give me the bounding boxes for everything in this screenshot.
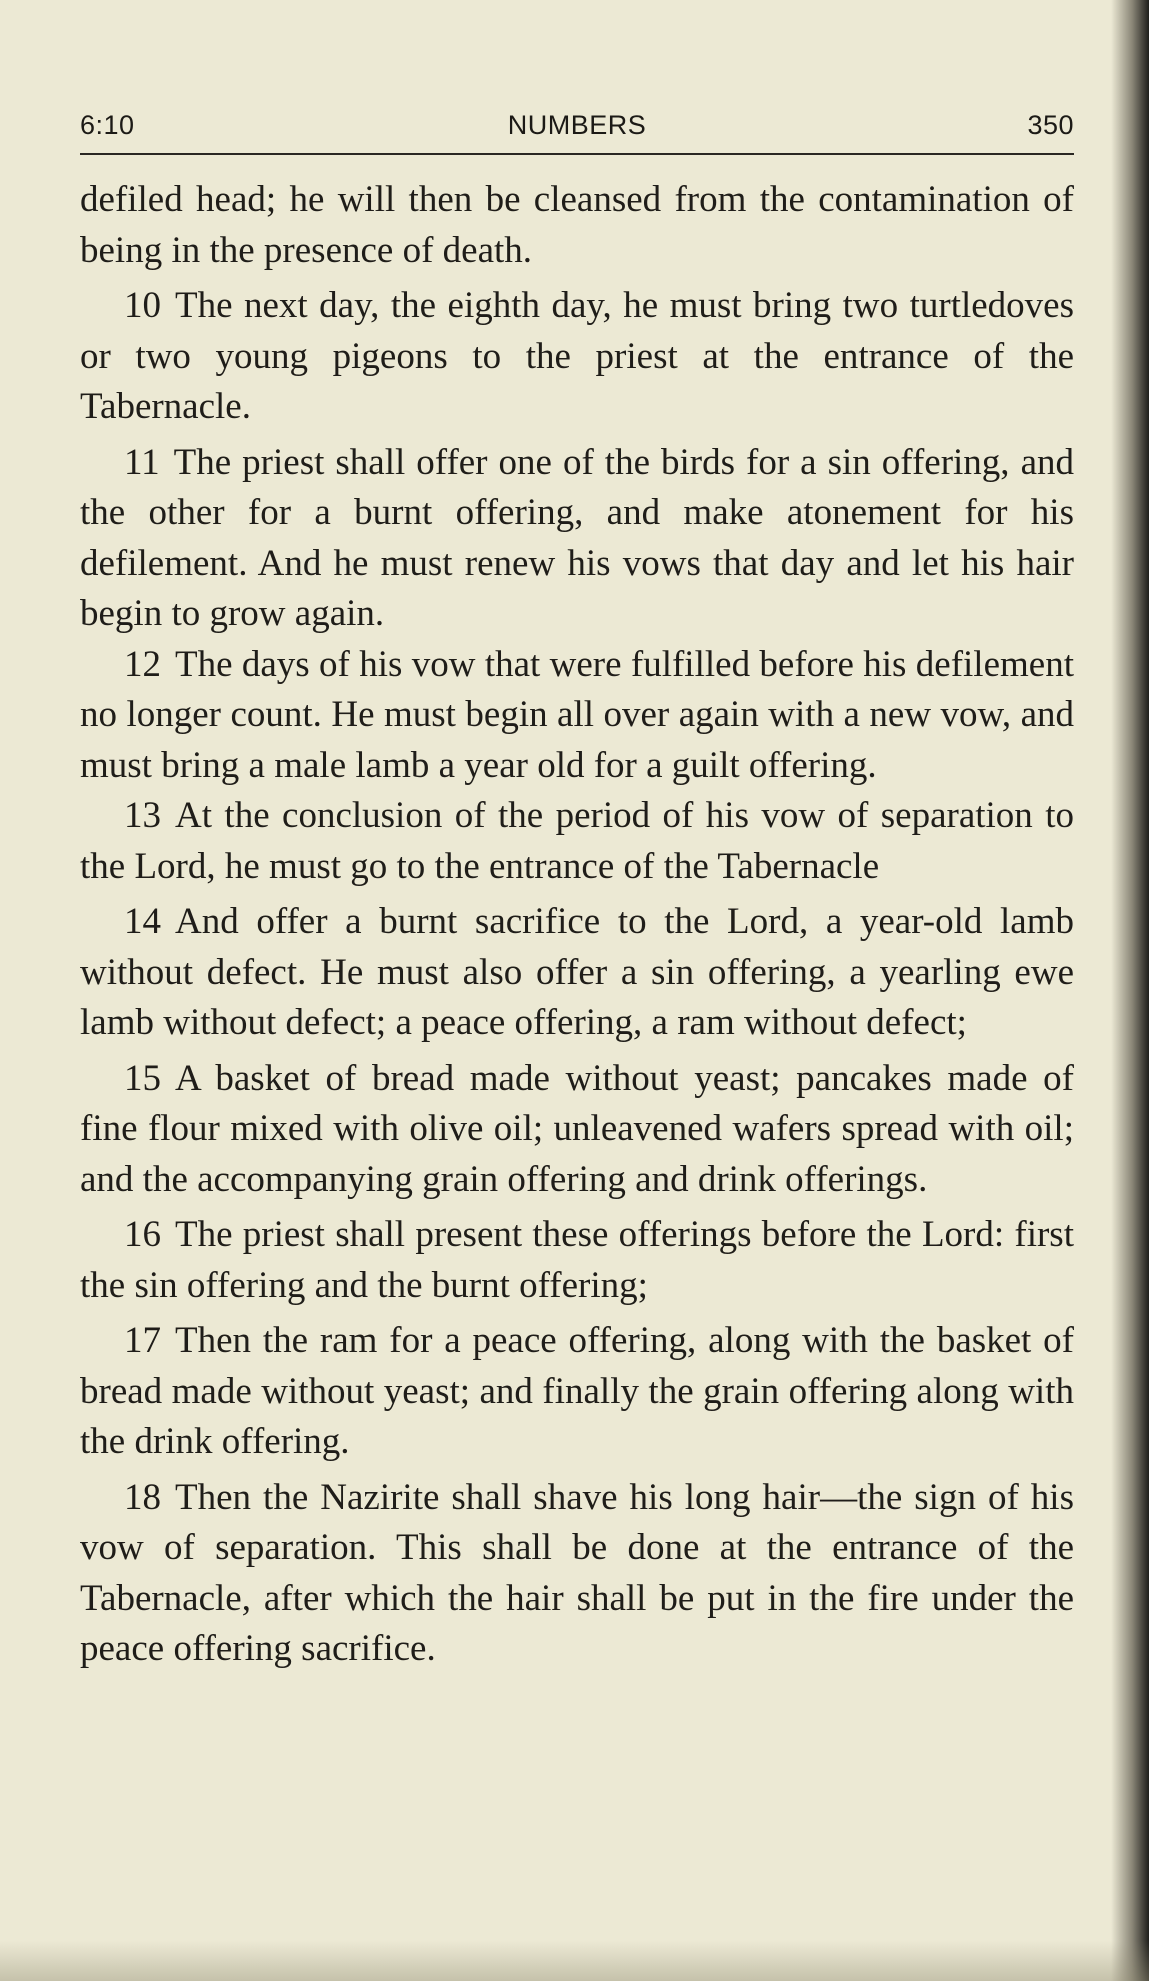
verse-16 [80, 1210, 1074, 1311]
book-title: NUMBERS [507, 110, 647, 140]
verse-number: 10 [124, 285, 161, 326]
verse-text: At the conclusion of the period of his vow of separation to the Lord, he must go to the entrance of the Tabernacle [80, 795, 1074, 887]
verse-number: 13 [124, 795, 161, 836]
verse-text: Then the ram for a peace offering, along with the basket of bread made without yeast; and finally the grain offering along with the drink offering. [80, 1320, 1074, 1462]
verse-number: 11 [124, 441, 160, 483]
verse-text: defiled head; he will then be cleansed from the contamination of being in the presence of death. [80, 179, 1074, 271]
verse-number: 12 [124, 643, 161, 685]
verse-number: 15 [124, 1057, 161, 1099]
verse-number: 14 [124, 901, 161, 942]
verse-text: The priest shall present these offerings before the Lord: first the sin offering and the burnt offering; [80, 1214, 1074, 1306]
verse-12 [80, 640, 1074, 792]
verse-number: 17 [124, 1320, 161, 1361]
page-body [80, 175, 1074, 1675]
verse-text: A basket of bread made without yeast; pancakes made of fine flour mixed with olive oil; unleavened wafers spread with oil; and the accompanying grain offering and drink offerings. [80, 1057, 1074, 1200]
page-bottom-shadow [0, 1941, 1149, 1981]
paragraph-continuation [80, 175, 1074, 276]
running-head [80, 110, 1074, 150]
page-edge-shadow [1111, 0, 1149, 1981]
verse-number: 16 [124, 1214, 161, 1255]
header-divider [80, 153, 1074, 155]
verse-13 [80, 791, 1074, 892]
verse-17 [80, 1316, 1074, 1468]
page-number: 350 [1027, 110, 1074, 140]
verse-14 [80, 897, 1074, 1049]
chapter-verse-reference: 6:10 [80, 110, 135, 140]
verse-10 [80, 281, 1074, 433]
verse-text: The next day, the eighth day, he must bring two turtledoves or two young pigeons to the priest at the entrance of the Tabernacle. [80, 285, 1074, 427]
verse-number: 18 [124, 1476, 161, 1518]
verse-text: The priest shall offer one of the birds for a sin offering, and the other for a burnt offering, and make atonement for his defilement. And he must renew his vows that day and let his hair begin to grow again. [80, 441, 1074, 634]
verse-text: And offer a burnt sacrifice to the Lord, a year-old lamb without defect. He must also offer a sin offering, a yearling ewe lamb without defect; a peace offering, a ram without defect; [80, 901, 1074, 1043]
verse-text: The days of his vow that were fulfilled before his defilement no longer count. He must begin all over again with a new vow, and must bring a male lamb a year old for a guilt offering. [80, 643, 1074, 786]
verse-18 [80, 1473, 1074, 1675]
verse-15 [80, 1054, 1074, 1206]
verse-11 [80, 438, 1074, 640]
verse-text: Then the Nazirite shall shave his long hair—the sign of his vow of separation. This shall be done at the entrance of the Tabernacle, after which the hair shall be put in the fire under the peace offering sacrifice. [80, 1476, 1074, 1669]
